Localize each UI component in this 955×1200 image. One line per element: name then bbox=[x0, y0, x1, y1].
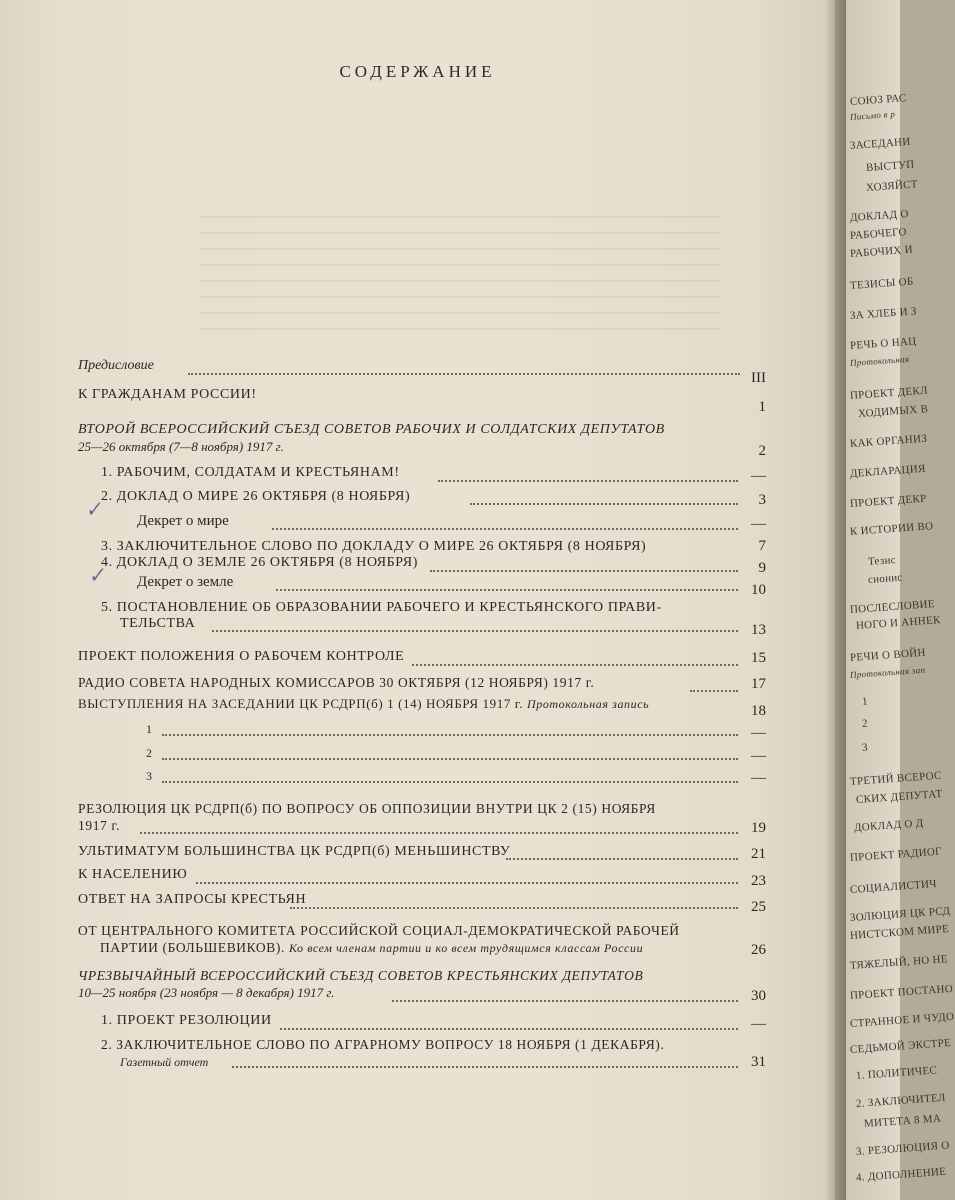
page-number: 19 bbox=[751, 820, 766, 836]
page-number: 23 bbox=[751, 873, 766, 889]
entry-label: ЧРЕЗВЫЧАЙНЫЙ ВСЕРОССИЙСКИЙ СЪЕЗД СОВЕТОВ КРЕСТЬЯНСКИХ ДЕПУТАТОВ bbox=[78, 968, 644, 983]
toc-entry-continued bbox=[100, 939, 785, 957]
page-number: 7 bbox=[758, 538, 766, 554]
leader-dots bbox=[470, 503, 738, 505]
leader-dots bbox=[506, 858, 738, 860]
leader-dots bbox=[212, 630, 738, 632]
right-page-text: ЗАСЕДАНИ bbox=[849, 135, 911, 152]
right-page-text: РЕЧИ О ВОЙН bbox=[849, 646, 927, 664]
entry-label: РЕЗОЛЮЦИЯ ЦК РСДРП(б) ПО ВОПРОСУ ОБ ОППОЗИЦИИ ВНУТРИ ЦК 2 (15) НОЯБРЯ bbox=[78, 801, 656, 816]
toc-entry bbox=[78, 386, 763, 404]
entry-label: 2 bbox=[146, 746, 152, 760]
right-page-text: ВЫСТУП bbox=[865, 158, 915, 174]
right-page-text: СКИХ ДЕПУТАТ bbox=[855, 787, 943, 806]
entry-sublabel: Протокольная запись bbox=[526, 697, 650, 711]
toc-subentry-continued bbox=[120, 1053, 805, 1071]
entry-label: РАДИО СОВЕТА НАРОДНЫХ КОМИССАРОВ 30 ОКТЯБРЯ (12 НОЯБРЯ) 1917 г. bbox=[78, 675, 595, 690]
entry-label: Декрет о мире bbox=[137, 513, 229, 529]
page-number: — bbox=[751, 1016, 766, 1032]
right-page-text: ХОЗЯЙСТ bbox=[865, 178, 919, 194]
right-page-text: НИСТСКОМ МИРЕ bbox=[849, 923, 950, 942]
right-page-text: СТРАННОЕ И ЧУДО bbox=[849, 1010, 955, 1030]
right-page-text: НОГО И АННЕК bbox=[855, 614, 942, 632]
page-number: 21 bbox=[751, 846, 766, 862]
page-number: 15 bbox=[751, 650, 766, 666]
entry-label: 3. ЗАКЛЮЧИТЕЛЬНОЕ СЛОВО ПО ДОКЛАДУ О МИРЕ 26 ОКТЯБРЯ (8 НОЯБРЯ) bbox=[101, 539, 647, 554]
toc-section-heading bbox=[78, 967, 763, 985]
page-number: 1 bbox=[758, 399, 766, 415]
leader-dots bbox=[438, 480, 738, 482]
right-page-text: Протокольная зап bbox=[849, 664, 926, 680]
right-page-text: 2 bbox=[861, 717, 869, 730]
page-number: — bbox=[751, 748, 766, 764]
right-page-text: Протокольная bbox=[849, 353, 910, 368]
entry-label: ВТОРОЙ ВСЕРОССИЙСКИЙ СЪЕЗД СОВЕТОВ РАБОЧИХ И СОЛДАТСКИХ ДЕПУТАТОВ bbox=[78, 422, 665, 437]
leader-dots bbox=[140, 832, 738, 834]
right-page-text: ТЯЖЕЛЫЙ, НО НЕ bbox=[849, 953, 949, 972]
right-page-text: ПОСЛЕСЛОВИЕ bbox=[849, 598, 936, 616]
entry-sublabel: Ко всем членам партии и ко всем трудящимся классам России bbox=[288, 941, 644, 955]
entry-label: Газетный отчет bbox=[120, 1055, 209, 1069]
entry-label: 1 bbox=[146, 722, 152, 736]
leader-dots bbox=[162, 734, 738, 736]
page-number: — bbox=[751, 725, 766, 741]
entry-label: 25—26 октября (7—8 ноября) 1917 г. bbox=[78, 439, 284, 454]
right-page-text: сионис bbox=[867, 571, 904, 586]
page-number: 31 bbox=[751, 1054, 766, 1070]
right-page-text: ПРОЕКТ ДЕКР bbox=[849, 492, 927, 510]
page-number: 26 bbox=[751, 942, 766, 958]
right-page-text: ДЕКЛАРАЦИЯ bbox=[849, 462, 927, 480]
entry-label: Декрет о земле bbox=[137, 574, 234, 590]
entry-label: К ГРАЖДАНАМ РОССИИ! bbox=[78, 387, 257, 402]
page-number: III bbox=[751, 370, 766, 386]
leader-dots bbox=[276, 589, 738, 591]
right-page-text: МИТЕТА 8 МА bbox=[863, 1112, 942, 1130]
handwritten-check-mark: ✓ bbox=[86, 563, 107, 589]
entry-label: 4. ДОКЛАД О ЗЕМЛЕ 26 ОКТЯБРЯ (8 НОЯБРЯ) bbox=[101, 555, 418, 570]
toc-entry bbox=[78, 800, 763, 818]
leader-dots bbox=[162, 781, 738, 783]
entry-label: ПРОЕКТ ПОЛОЖЕНИЯ О РАБОЧЕМ КОНТРОЛЕ bbox=[78, 649, 405, 664]
right-page-text: ПРОЕКТ ПОСТАНО bbox=[849, 982, 954, 1002]
leader-dots bbox=[392, 1000, 738, 1002]
entry-label: ОТ ЦЕНТРАЛЬНОГО КОМИТЕТА РОССИЙСКОЙ СОЦИАЛ-ДЕМОКРАТИЧЕСКОЙ РАБОЧЕЙ bbox=[78, 923, 680, 938]
right-page-text: ТРЕТИЙ ВСЕРОС bbox=[849, 769, 943, 788]
entry-label: К НАСЕЛЕНИЮ bbox=[78, 867, 188, 882]
right-page-text: ХОДИМЫХ В bbox=[857, 403, 929, 420]
page-number: — bbox=[751, 468, 766, 484]
page-number: 9 bbox=[758, 560, 766, 576]
right-page-text: СОЦИАЛИСТИЧ bbox=[849, 877, 938, 896]
entry-label: ВЫСТУПЛЕНИЯ НА ЗАСЕДАНИИ ЦК РСДРП(б) 1 (14) НОЯБРЯ 1917 г. bbox=[78, 696, 524, 711]
entry-label: 3 bbox=[146, 769, 152, 783]
leader-dots bbox=[290, 907, 738, 909]
page-number: 3 bbox=[758, 492, 766, 508]
right-page-edge bbox=[846, 0, 955, 1200]
right-page-text: 1 bbox=[861, 695, 869, 708]
page-number: 10 bbox=[751, 582, 766, 598]
page-number: — bbox=[751, 516, 766, 532]
right-page-text: КАК ОРГАНИЗ bbox=[849, 432, 928, 450]
toc-section-dates bbox=[78, 438, 763, 456]
leader-dots bbox=[272, 528, 738, 530]
right-page-text: 2. ЗАКЛЮЧИТЕЛ bbox=[855, 1091, 947, 1110]
leader-dots bbox=[430, 570, 738, 572]
entry-label: 2. ЗАКЛЮЧИТЕЛЬНОЕ СЛОВО ПО АГРАРНОМУ ВОПРОСУ 18 НОЯБРЯ (1 ДЕКАБРЯ). bbox=[101, 1037, 665, 1052]
page-number: 13 bbox=[751, 622, 766, 638]
leader-dots bbox=[188, 373, 740, 375]
entry-label: 1. РАБОЧИМ, СОЛДАТАМ И КРЕСТЬЯНАМ! bbox=[101, 465, 400, 480]
right-page-text: К ИСТОРИИ ВО bbox=[849, 520, 934, 538]
handwritten-check-mark: ✓ bbox=[83, 497, 104, 523]
right-page-text: СОЮЗ РАС bbox=[849, 92, 907, 108]
toc-section-heading bbox=[78, 421, 763, 439]
leader-dots bbox=[196, 882, 738, 884]
page-number: 18 bbox=[751, 703, 766, 719]
right-page-text: 3 bbox=[861, 741, 869, 754]
page-number: 30 bbox=[751, 988, 766, 1004]
page-number: 17 bbox=[751, 676, 766, 692]
right-page-text: 4. ДОПОЛНЕНИЕ bbox=[855, 1165, 947, 1184]
right-page-text: 3. РЕЗОЛЮЦИЯ О bbox=[855, 1139, 950, 1158]
entry-label: ПАРТИИ (БОЛЬШЕВИКОВ). bbox=[100, 940, 285, 955]
right-page-text: РАБОЧЕГО bbox=[849, 226, 908, 242]
leader-dots bbox=[232, 1066, 738, 1068]
entry-label: 1917 г. bbox=[78, 818, 120, 833]
right-page-text: ЗОЛЮЦИЯ ЦК РСД bbox=[849, 905, 951, 924]
toc-entry bbox=[78, 922, 763, 940]
entry-label: 2. ДОКЛАД О МИРЕ 26 ОКТЯБРЯ (8 НОЯБРЯ) bbox=[101, 489, 411, 504]
leader-dots bbox=[162, 758, 738, 760]
right-page-text: РАБОЧИХ И bbox=[849, 243, 914, 260]
right-page-text: Письмо в р bbox=[849, 108, 896, 122]
entry-label: УЛЬТИМАТУМ БОЛЬШИНСТВА ЦК РСДРП(б) МЕНЬШИНСТВУ bbox=[78, 844, 511, 859]
page-number: 2 bbox=[758, 443, 766, 459]
entry-label: Предисловие bbox=[78, 358, 154, 373]
entry-label: ТЕЛЬСТВА bbox=[120, 616, 196, 631]
bleed-through-texture bbox=[200, 210, 720, 330]
book-gutter-shadow bbox=[825, 0, 847, 1200]
right-page-text: ЗА ХЛЕБ И З bbox=[849, 305, 918, 322]
entry-label: 5. ПОСТАНОВЛЕНИЕ ОБ ОБРАЗОВАНИИ РАБОЧЕГО И КРЕСТЬЯНСКОГО ПРАВИ- bbox=[101, 600, 662, 615]
page-number: 25 bbox=[751, 899, 766, 915]
right-page-text: ДОКЛАД О bbox=[849, 207, 910, 224]
right-page-text: СЕДЬМОЙ ЭКСТРЕ bbox=[849, 1036, 952, 1056]
right-page-text: Тезис bbox=[867, 554, 897, 568]
toc-entry bbox=[78, 695, 763, 713]
entry-label: 10—25 ноября (23 ноября — 8 декабря) 1917 г. bbox=[78, 985, 335, 1000]
toc-entry bbox=[78, 674, 763, 692]
entry-label: 1. ПРОЕКТ РЕЗОЛЮЦИИ bbox=[101, 1013, 272, 1028]
right-page-text: ПРОЕКТ ДЕКЛ bbox=[849, 384, 929, 402]
right-page-text: 1. ПОЛИТИЧЕС bbox=[855, 1064, 938, 1082]
page-title: СОДЕРЖАНИЕ bbox=[339, 62, 496, 81]
entry-label: ОТВЕТ НА ЗАПРОСЫ КРЕСТЬЯН bbox=[78, 892, 307, 907]
right-page-text: ДОКЛАД О Д bbox=[853, 817, 924, 834]
leader-dots bbox=[412, 664, 738, 666]
page-number: — bbox=[751, 770, 766, 786]
right-page-text: ТЕЗИСЫ ОБ bbox=[849, 275, 914, 292]
toc-subentry bbox=[101, 1036, 786, 1054]
right-page-text: РЕЧЬ О НАЦ bbox=[849, 335, 917, 352]
right-page-text: ПРОЕКТ РАДИОГ bbox=[849, 845, 943, 864]
leader-dots bbox=[280, 1028, 738, 1030]
